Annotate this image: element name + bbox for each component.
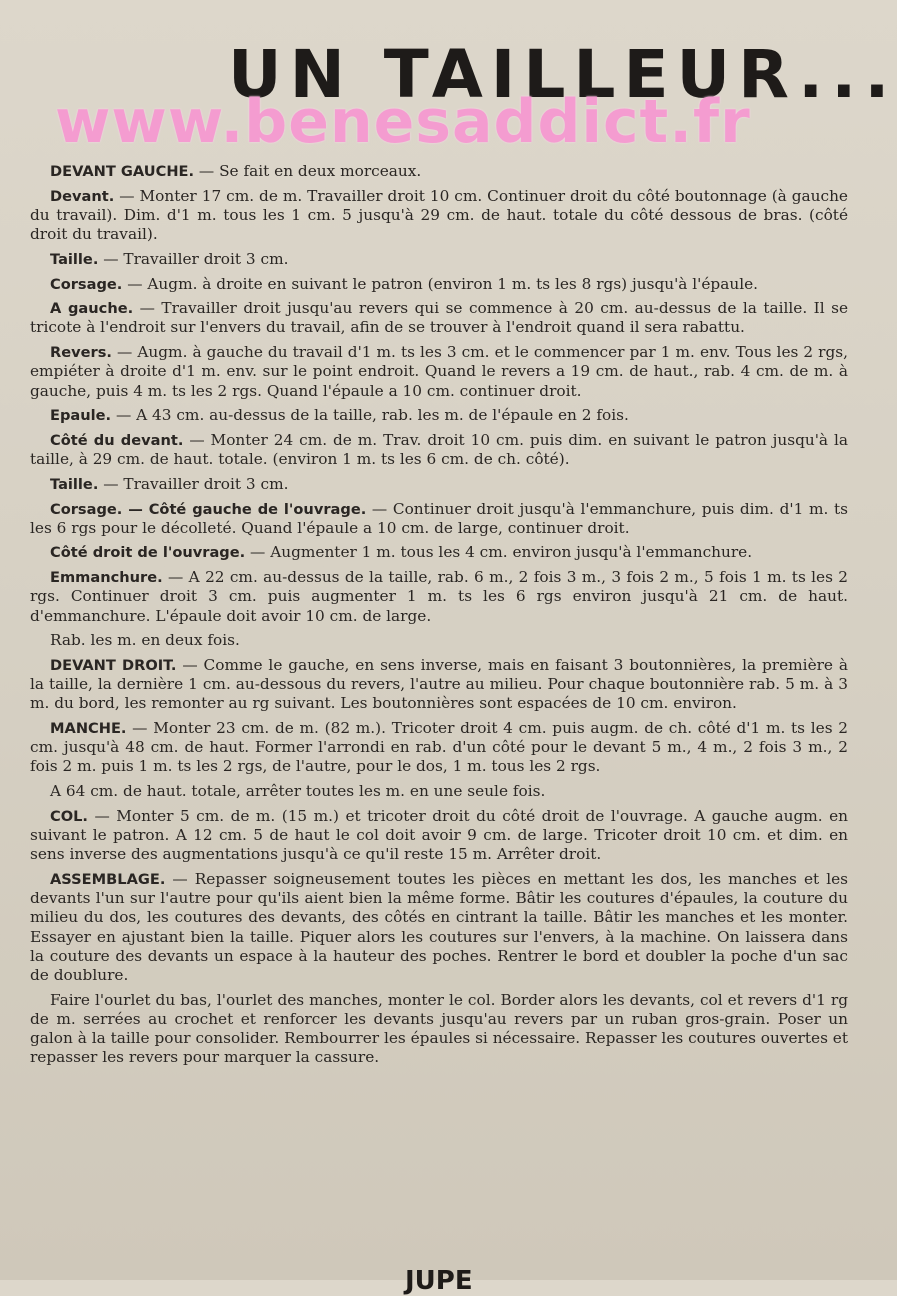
section-heading: DEVANT GAUCHE.: [50, 163, 195, 180]
paragraph-text: — Monter 23 cm. de m. (82 m.). Tricoter droit 4 cm. puis augm. de ch. côté d'1 m. ts les 2 cm. jusqu'à 48 cm. de haut. Former l'arrondi en rab. d'un côté pour le devant 5 m., 4 m., 2 fois 3 m., 2 fois 2 m. puis 1 m. ts les 2 rgs, de l'autre, pour le dos, 1 m. tous les 2 rgs.: [30, 719, 848, 776]
section-heading: Côté du devant.: [50, 431, 184, 449]
section-heading: COL.: [50, 807, 88, 825]
section-heading: Corsage. — Côté gauche de l'ouvrage.: [50, 500, 367, 518]
section-heading: MANCHE.: [50, 720, 127, 738]
paragraph-text: — Monter 24 cm. de m. Trav. droit 10 cm. puis dim. en suivant le patron jusqu'à la taille, à 29 cm. de haut. totale. (environ 1 m. ts les 6 cm. de ch. côté).: [30, 430, 848, 469]
paragraph-text: — Monter 5 cm. de m. (15 m.) et tricoter droit du côté droit de l'ouvrage. A gauche augm. en suivant le patron. A 12 cm. 5 de haut le col doit avoir 9 cm. de large. Tricoter droit 10 cm. et dim. en sens inverse des augmentations jusqu'à ce qu'il reste 15 m. Arrêter droit.: [30, 806, 848, 864]
next-section-heading: JUPE: [405, 1266, 473, 1296]
paragraph: [30, 807, 848, 865]
paragraph: [30, 162, 848, 181]
section-heading: Revers.: [50, 344, 112, 362]
paragraph-text: — Monter 17 cm. de m. Travailler droit 10 cm. Continuer droit du côté boutonnage (à gauche du travail). Dim. d'1 m. tous les 1 cm. 5 jusqu'à 29 cm. de haut. totale du côté dessous de bras. (côté droit du travail).: [30, 186, 848, 244]
paragraph-text: — Repasser soigneusement toutes les pièces en mettant les dos, les manches et les devants l'un sur l'autre pour qu'ils aient bien la même forme. Bâtir les coutures d'épaules, la couture du milieu du dos, les coutures des devants, des côtés en cintrant la taille. Bâtir les manches et les monter. Essayer en ajustant bien la taille. Piquer alors les coutures sur l'envers, à la machine. On laissera dans la couture des devants un espace à la hauteur des poches. Rentrer le bord et doubler la poche d'un sac de doublure.: [30, 870, 848, 985]
section-heading: Epaule.: [50, 407, 112, 425]
paragraph: [30, 568, 848, 626]
paragraph: [30, 991, 848, 1068]
paragraph: [30, 406, 848, 425]
section-heading: Emmanchure.: [50, 569, 163, 587]
paragraph: [30, 782, 848, 801]
paragraph: [30, 275, 848, 294]
paragraph-text: — Continuer droit jusqu'à l'emmanchure, puis dim. d'1 m. ts les 6 rgs pour le décolleté. Quand l'épaule a 10 cm. de large, continuer droit.: [30, 499, 848, 537]
instructions-text: [30, 162, 848, 1073]
paragraph-text: — Comme le gauche, en sens inverse, mais en faisant 3 boutonnières, la première à la taille, la dernière 1 cm. au-dessous du revers, l'autre au milieu. Pour chaque boutonnière rab. 5 m. à 3 m. du bord, les remonter au rg suivant. Les boutonnières sont espacées de 10 cm. environ.: [30, 655, 849, 713]
paragraph-text: Rab. les m. en deux fois.: [50, 631, 240, 650]
paragraph: [30, 656, 848, 714]
section-heading: A gauche.: [50, 300, 134, 318]
paragraph-text: — Augmenter 1 m. tous les 4 cm. environ jusqu'à l'emmanchure.: [245, 543, 753, 562]
paragraph-text: — Se fait en deux morceaux.: [194, 162, 422, 180]
paragraph-text: — A 22 cm. au-dessus de la taille, rab. 6 m., 2 fois 3 m., 3 fois 2 m., 5 fois 1 m. ts les 2 rgs. Continuer droit 3 cm. puis augmenter 1 m. ts les 6 rgs environ jusqu'à 21 cm. de haut. d'emmanchure. L'épaule doit avoir 10 cm. de large.: [30, 568, 848, 625]
paragraph-text: — A 43 cm. au-dessus de la taille, rab. les m. de l'épaule en 2 fois.: [111, 406, 629, 425]
paragraph: [30, 631, 848, 650]
section-heading: Taille.: [50, 475, 99, 493]
paragraph: [30, 475, 848, 494]
paragraph-text: — Augm. à gauche du travail d'1 m. ts les 3 cm. et le commencer par 1 m. env. Tous les 2 rgs, empiéter à droite d'1 m. env. sur le point endroit. Quand le revers a 19 cm. de haut., rab. 4 cm. de m. à gauche, puis 4 m. ts les 2 rgs. Quand l'épaule a 10 cm. continuer droit.: [30, 343, 848, 400]
paragraph: [30, 250, 848, 269]
page-title: UN TAILLEUR...: [228, 36, 897, 113]
section-heading: Devant.: [50, 187, 115, 205]
section-heading: Côté droit de l'ouvrage.: [50, 544, 246, 562]
paragraph-text: — Augm. à droite en suivant le patron (environ 1 m. ts les 8 rgs) jusqu'à l'épaule.: [122, 274, 759, 293]
paragraph: [30, 299, 848, 337]
paragraph: [30, 500, 848, 538]
paragraph-text: Faire l'ourlet du bas, l'ourlet des manches, monter le col. Border alors les devants, col et revers d'1 rg de m. serrées au crochet et renforcer les devants jusqu'au revers par un ruban gros-grain. Poser un galon à la taille pour consolider. Rembourrer les épaules si nécessaire. Repasser les coutures ouvertes et repasser les revers pour marquer la cassure.: [30, 990, 848, 1067]
paragraph-text: — Travailler droit 3 cm.: [98, 249, 289, 268]
paragraph-text: — Travailler droit 3 cm.: [98, 474, 289, 493]
section-heading: Taille.: [50, 250, 99, 268]
paragraph: [30, 870, 848, 985]
paragraph: [30, 543, 848, 562]
section-heading: DEVANT DROIT.: [50, 656, 177, 674]
paragraph: [30, 343, 848, 401]
paragraph: [30, 187, 848, 245]
paragraph-text: A 64 cm. de haut. totale, arrêter toutes les m. en une seule fois.: [50, 782, 546, 801]
paragraph-text: — Travailler droit jusqu'au revers qui se commence à 20 cm. au-dessus de la taille. Il se tricote à l'endroit sur l'envers du travail, afin de se trouver à l'endroit quand il sera rabattu.: [30, 299, 848, 337]
section-heading: Corsage.: [50, 275, 123, 293]
paragraph: [30, 431, 848, 469]
paragraph: [30, 719, 848, 777]
watermark-text: www.benesaddict.fr: [55, 87, 751, 157]
section-heading: ASSEMBLAGE.: [50, 871, 166, 888]
